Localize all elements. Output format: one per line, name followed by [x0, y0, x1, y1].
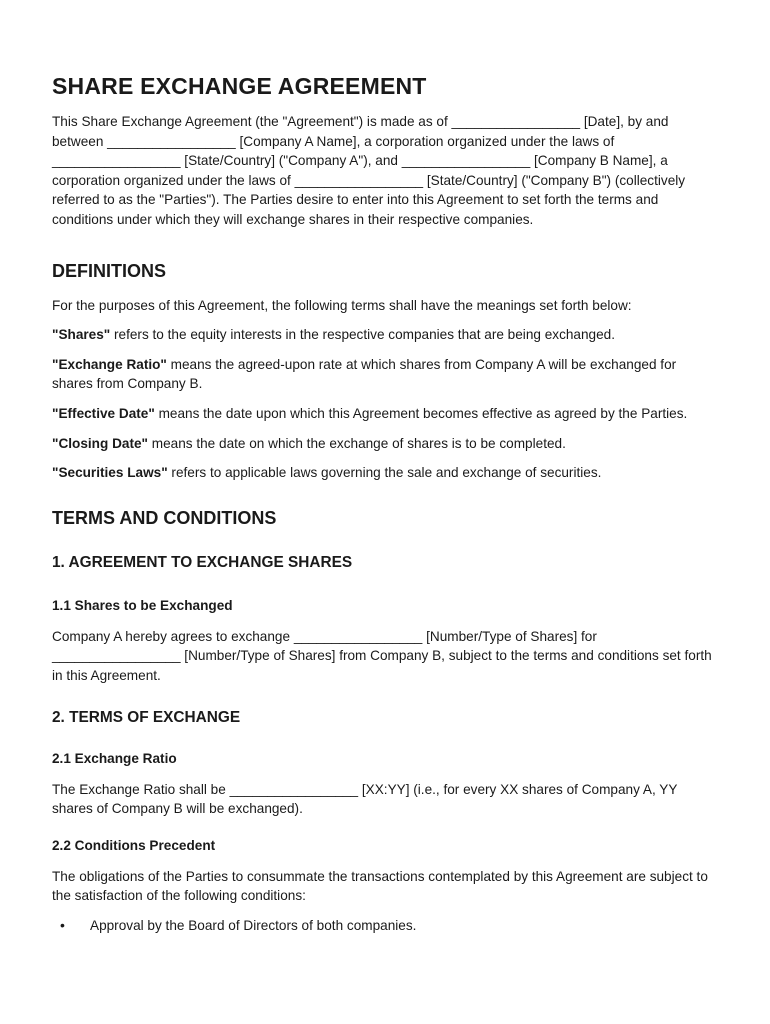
list-item-text: Approval by the Board of Directors of both companies.	[90, 917, 417, 933]
definition-term: "Securities Laws"	[52, 465, 168, 481]
terms-heading: TERMS AND CONDITIONS	[52, 507, 277, 528]
definition-item	[52, 325, 720, 345]
section-2-2-text: The obligations of the Parties to consummate the transactions contemplated by this Agreement are subject to the satisfaction of the following conditions:	[52, 868, 708, 904]
definition-text: means the date on which the exchange of shares is to be completed.	[147, 435, 566, 451]
list-item	[52, 916, 720, 936]
bullet-icon: •	[60, 916, 65, 933]
section-1-heading: 1. AGREEMENT TO EXCHANGE SHARES	[52, 553, 353, 571]
definition-text: refers to the equity interests in the respective companies that are being exchanged.	[110, 327, 616, 343]
definitions-heading: DEFINITIONS	[52, 260, 167, 281]
section-2-heading: 2. TERMS OF EXCHANGE	[52, 708, 241, 726]
section-2-1-text: The Exchange Ratio shall be _________________ [XX:YY] (i.e., for every XX shares of Company A, YY shares of Company B will be exchanged).	[52, 781, 678, 817]
intro-paragraph: This Share Exchange Agreement (the "Agreement") is made as of _________________ [Date], by and between _________________ [Company A Name], a corporation organized under the laws of _________________ [State/Country] ("Company A"), and _________________ [Company B Name], a corporation organized under the laws of _________________ [State/Country] ("Company B") (collectively referred to as the "Parties"). The Parties desire to enter into this Agreement to set forth the terms and conditions under which they will exchange shares in their respective companies.	[52, 114, 686, 227]
definition-term: "Exchange Ratio"	[52, 356, 167, 372]
section-2-2-heading: 2.2 Conditions Precedent	[52, 837, 216, 853]
definition-item	[52, 355, 720, 394]
page-title: SHARE EXCHANGE AGREEMENT	[52, 73, 427, 99]
document-content	[52, 72, 720, 935]
definitions-intro: For the purposes of this Agreement, the following terms shall have the meanings set forth below:	[52, 297, 632, 313]
definition-text: refers to applicable laws governing the sale and exchange of securities.	[167, 465, 602, 481]
definition-term: "Closing Date"	[52, 435, 148, 451]
definition-item	[52, 463, 720, 483]
definition-item	[52, 434, 720, 454]
section-1-1-text: Company A hereby agrees to exchange _________________ [Number/Type of Shares] for _________________ [Number/Type of Shares] from Company B, subject to the terms and conditions set forth in this Agreement.	[52, 628, 712, 683]
definition-text: means the agreed-upon rate at which shares from Company A will be exchanged for shares from Company B.	[52, 356, 677, 392]
conditions-list	[52, 916, 720, 936]
definition-item	[52, 404, 720, 424]
definition-text: means the date upon which this Agreement becomes effective as agreed by the Parties.	[154, 405, 688, 421]
section-2-1-heading: 2.1 Exchange Ratio	[52, 750, 177, 766]
section-1-1-heading: 1.1 Shares to be Exchanged	[52, 597, 233, 613]
definition-term: "Effective Date"	[52, 405, 155, 421]
definition-term: "Shares"	[52, 327, 111, 343]
